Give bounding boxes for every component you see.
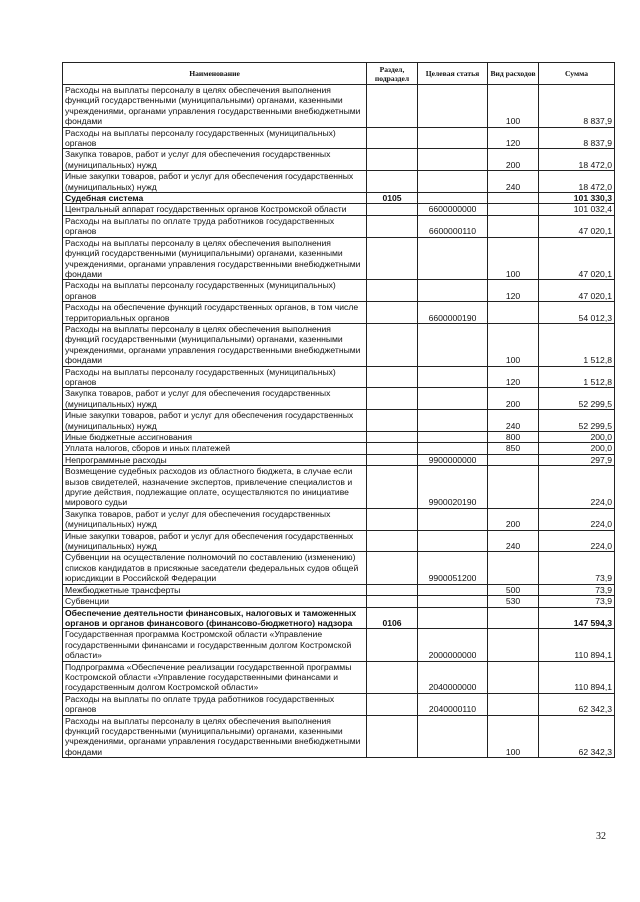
table-row (63, 432, 615, 443)
table-row (63, 280, 615, 302)
cell-sum: 8 837,9 (539, 85, 615, 128)
cell-section (367, 280, 418, 302)
cell-type: 100 (488, 323, 539, 366)
cell-section (367, 410, 418, 432)
cell-name: Расходы на выплаты персоналу в целях обеспечения выполнения функций государственными (муниципальными) органами, казенными учреждениями, органами управления государственными внебюджетными фондами (63, 237, 367, 280)
cell-target (418, 280, 488, 302)
cell-section (367, 127, 418, 149)
cell-section: 0105 (367, 193, 418, 204)
table-row (63, 127, 615, 149)
cell-target: 9900020190 (418, 466, 488, 509)
cell-sum: 73,9 (539, 596, 615, 607)
cell-name: Уплата налогов, сборов и иных платежей (63, 443, 367, 454)
cell-name: Иные бюджетные ассигнования (63, 432, 367, 443)
cell-target: 9900000000 (418, 454, 488, 465)
table-row (63, 454, 615, 465)
cell-target (418, 443, 488, 454)
cell-section (367, 661, 418, 693)
cell-name: Центральный аппарат государственных органов Костромской области (63, 204, 367, 215)
cell-section (367, 454, 418, 465)
cell-type: 850 (488, 443, 539, 454)
cell-type: 100 (488, 715, 539, 758)
cell-name: Расходы на выплаты персоналу государственных (муниципальных) органов (63, 127, 367, 149)
cell-type (488, 552, 539, 584)
cell-sum: 47 020,1 (539, 215, 615, 237)
cell-type: 120 (488, 366, 539, 388)
cell-name: Непрограммные расходы (63, 454, 367, 465)
cell-target: 9900051200 (418, 552, 488, 584)
cell-section (367, 432, 418, 443)
cell-name: Расходы на выплаты по оплате труда работников государственных органов (63, 215, 367, 237)
table-row (63, 596, 615, 607)
cell-target (418, 149, 488, 171)
cell-name: Подпрограмма «Обеспечение реализации государственной программы Костромской области «Управление государственными финансами и государственным долгом Костромской области» (63, 661, 367, 693)
cell-sum: 73,9 (539, 584, 615, 595)
table-row (63, 530, 615, 552)
cell-type: 800 (488, 432, 539, 443)
cell-type: 240 (488, 530, 539, 552)
cell-section (367, 215, 418, 237)
table-row (63, 149, 615, 171)
cell-name: Обеспечение деятельности финансовых, налоговых и таможенных органов и органов финансового (финансово-бюджетного) надзора (63, 607, 367, 629)
cell-type (488, 629, 539, 661)
cell-section (367, 171, 418, 193)
cell-sum: 224,0 (539, 508, 615, 530)
cell-name: Расходы на выплаты персоналу государственных (муниципальных) органов (63, 280, 367, 302)
cell-target (418, 127, 488, 149)
cell-section (367, 302, 418, 324)
cell-target (418, 596, 488, 607)
cell-target: 2000000000 (418, 629, 488, 661)
table-row (63, 204, 615, 215)
table-row (63, 410, 615, 432)
table-row (63, 661, 615, 693)
cell-target (418, 432, 488, 443)
cell-type (488, 302, 539, 324)
cell-target (418, 237, 488, 280)
cell-section (367, 388, 418, 410)
cell-name: Закупка товаров, работ и услуг для обеспечения государственных (муниципальных) нужд (63, 149, 367, 171)
cell-target (418, 530, 488, 552)
cell-name: Закупка товаров, работ и услуг для обеспечения государственных (муниципальных) нужд (63, 508, 367, 530)
cell-section (367, 508, 418, 530)
header-sum: Сумма (539, 63, 615, 85)
cell-target (418, 171, 488, 193)
cell-sum: 147 594,3 (539, 607, 615, 629)
table-row (63, 302, 615, 324)
table-row (63, 584, 615, 595)
budget-table (62, 62, 615, 758)
cell-name: Иные закупки товаров, работ и услуг для обеспечения государственных (муниципальных) нужд (63, 171, 367, 193)
cell-section (367, 596, 418, 607)
cell-sum: 224,0 (539, 466, 615, 509)
cell-type: 100 (488, 237, 539, 280)
header-section: Раздел, подраздел (367, 63, 418, 85)
cell-sum: 110 894,1 (539, 661, 615, 693)
cell-type: 530 (488, 596, 539, 607)
table-row (63, 715, 615, 758)
cell-sum: 297,9 (539, 454, 615, 465)
table-row (63, 607, 615, 629)
cell-type (488, 193, 539, 204)
cell-target: 2040000110 (418, 693, 488, 715)
header-name: Наименование (63, 63, 367, 85)
table-row (63, 629, 615, 661)
page-number: 32 (596, 831, 606, 842)
cell-type (488, 466, 539, 509)
cell-type: 240 (488, 410, 539, 432)
cell-section (367, 693, 418, 715)
cell-type: 200 (488, 508, 539, 530)
cell-section (367, 237, 418, 280)
cell-name: Судебная система (63, 193, 367, 204)
cell-name: Расходы на обеспечение функций государственных органов, в том числе территориальных органов (63, 302, 367, 324)
cell-name: Субвенции (63, 596, 367, 607)
cell-target: 2040000000 (418, 661, 488, 693)
cell-target (418, 584, 488, 595)
cell-section (367, 629, 418, 661)
cell-sum: 52 299,5 (539, 388, 615, 410)
cell-sum: 200,0 (539, 432, 615, 443)
cell-section (367, 715, 418, 758)
cell-section (367, 584, 418, 595)
table-row (63, 366, 615, 388)
cell-sum: 62 342,3 (539, 715, 615, 758)
cell-target: 6600000000 (418, 204, 488, 215)
cell-name: Государственная программа Костромской области «Управление государственными финансами и государственным долгом Костромской области» (63, 629, 367, 661)
cell-section: 0106 (367, 607, 418, 629)
cell-type (488, 607, 539, 629)
table-row (63, 215, 615, 237)
table-row (63, 237, 615, 280)
cell-name: Закупка товаров, работ и услуг для обеспечения государственных (муниципальных) нужд (63, 388, 367, 410)
cell-sum: 47 020,1 (539, 280, 615, 302)
cell-name: Субвенции на осуществление полномочий по составлению (изменению) списков кандидатов в присяжные заседатели федеральных судов общей юрисдикции в Российской Федерации (63, 552, 367, 584)
cell-name: Расходы на выплаты персоналу в целях обеспечения выполнения функций государственными (муниципальными) органами, казенными учреждениями, органами управления государственными внебюджетными фондами (63, 323, 367, 366)
table-row (63, 693, 615, 715)
cell-type: 240 (488, 171, 539, 193)
header-type: Вид расходов (488, 63, 539, 85)
table-row (63, 466, 615, 509)
table-row (63, 171, 615, 193)
table-row (63, 85, 615, 128)
table-row (63, 508, 615, 530)
table-row (63, 388, 615, 410)
cell-target (418, 410, 488, 432)
cell-type: 120 (488, 280, 539, 302)
cell-sum: 224,0 (539, 530, 615, 552)
table-header-row (63, 63, 615, 85)
cell-name: Иные закупки товаров, работ и услуг для обеспечения государственных (муниципальных) нужд (63, 530, 367, 552)
cell-section (367, 443, 418, 454)
cell-target (418, 323, 488, 366)
cell-name: Расходы на выплаты персоналу в целях обеспечения выполнения функций государственными (муниципальными) органами, казенными учреждениями, органами управления государственными внебюджетными фондами (63, 715, 367, 758)
cell-type (488, 204, 539, 215)
cell-type: 100 (488, 85, 539, 128)
cell-name: Расходы на выплаты по оплате труда работников государственных органов (63, 693, 367, 715)
cell-name: Межбюджетные трансферты (63, 584, 367, 595)
cell-sum: 62 342,3 (539, 693, 615, 715)
header-target: Целевая статья (418, 63, 488, 85)
cell-sum: 200,0 (539, 443, 615, 454)
cell-type (488, 454, 539, 465)
cell-type: 120 (488, 127, 539, 149)
cell-target (418, 508, 488, 530)
cell-type: 500 (488, 584, 539, 595)
cell-sum: 18 472,0 (539, 149, 615, 171)
cell-type (488, 693, 539, 715)
cell-type: 200 (488, 388, 539, 410)
cell-section (367, 552, 418, 584)
cell-sum: 47 020,1 (539, 237, 615, 280)
table-row (63, 552, 615, 584)
table-row (63, 443, 615, 454)
table-body (63, 85, 615, 758)
cell-sum: 101 330,3 (539, 193, 615, 204)
cell-sum: 1 512,8 (539, 366, 615, 388)
cell-target (418, 388, 488, 410)
cell-sum: 101 032,4 (539, 204, 615, 215)
cell-type: 200 (488, 149, 539, 171)
cell-name: Расходы на выплаты персоналу государственных (муниципальных) органов (63, 366, 367, 388)
cell-section (367, 149, 418, 171)
cell-target (418, 366, 488, 388)
cell-name: Иные закупки товаров, работ и услуг для обеспечения государственных (муниципальных) нужд (63, 410, 367, 432)
cell-name: Расходы на выплаты персоналу в целях обеспечения выполнения функций государственными (муниципальными) органами, казенными учреждениями, органами управления государственными внебюджетными фондами (63, 85, 367, 128)
cell-section (367, 323, 418, 366)
cell-type (488, 661, 539, 693)
cell-sum: 54 012,3 (539, 302, 615, 324)
cell-section (367, 530, 418, 552)
cell-target (418, 715, 488, 758)
cell-sum: 110 894,1 (539, 629, 615, 661)
cell-sum: 52 299,5 (539, 410, 615, 432)
cell-section (367, 85, 418, 128)
cell-sum: 8 837,9 (539, 127, 615, 149)
cell-target (418, 193, 488, 204)
cell-type (488, 215, 539, 237)
cell-target (418, 607, 488, 629)
cell-section (367, 366, 418, 388)
cell-sum: 18 472,0 (539, 171, 615, 193)
cell-name: Возмещение судебных расходов из областного бюджета, в случае если вызов свидетелей, назначение экспертов, привлечение специалистов и другие действия, подлежащие оплате, осуществляются по инициативе мирового судьи (63, 466, 367, 509)
cell-section (367, 204, 418, 215)
table-row (63, 193, 615, 204)
cell-sum: 73,9 (539, 552, 615, 584)
cell-target: 6600000110 (418, 215, 488, 237)
cell-target: 6600000190 (418, 302, 488, 324)
cell-section (367, 466, 418, 509)
table-row (63, 323, 615, 366)
cell-target (418, 85, 488, 128)
cell-sum: 1 512,8 (539, 323, 615, 366)
